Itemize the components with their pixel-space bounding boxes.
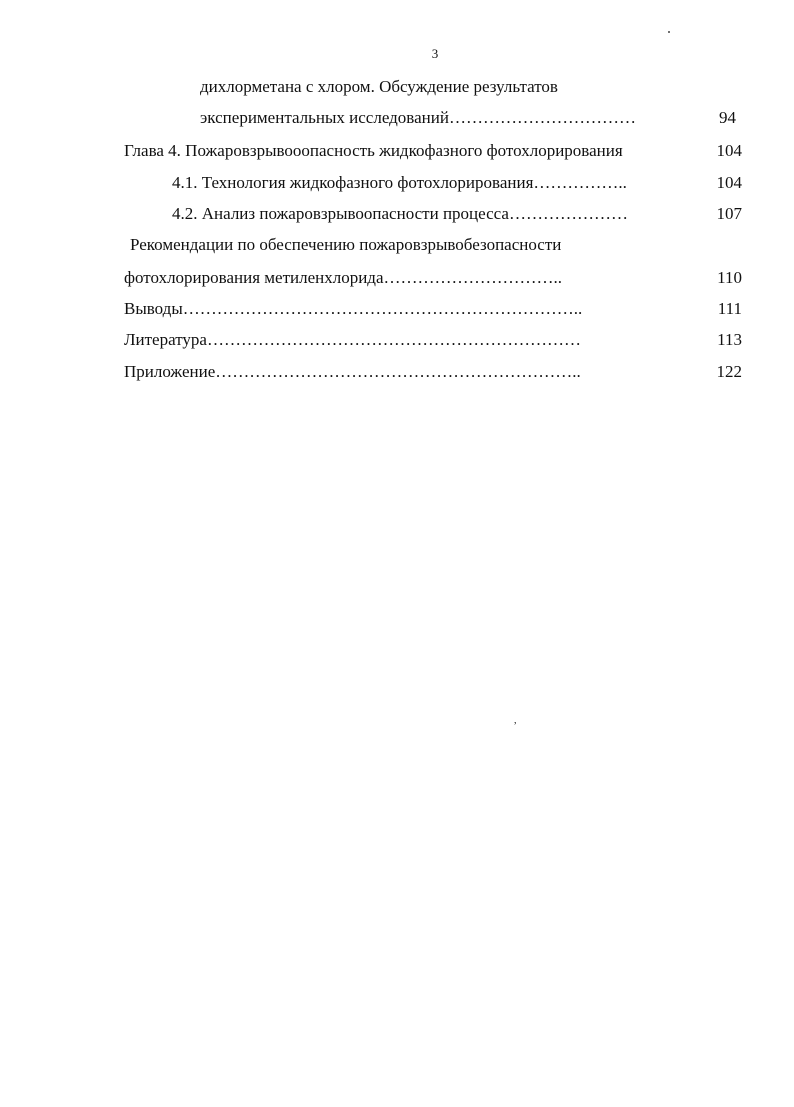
toc-entry [124, 297, 742, 321]
toc-entry-text: экспериментальных исследований…………………………… [200, 108, 636, 127]
scan-mark: , [514, 715, 517, 726]
toc-entry-page: 104 [716, 141, 742, 160]
toc-entry-text: фотохлорирования метиленхлорида………………………….. [124, 268, 562, 287]
page-number: 3 [431, 46, 439, 61]
toc-entry-page: 113 [717, 330, 742, 349]
toc-entry-text: Рекомендации по обеспечению пожаровзрывобезопасности [130, 235, 562, 254]
toc-entry-text: 4.2. Анализ пожаровзрывоопасности процесса………………… [172, 204, 628, 223]
toc-entry-text: Приложение……………………………………………………….. [124, 362, 581, 381]
toc-entry-page: 122 [716, 362, 742, 381]
toc-entry-text: Глава 4. Пожаровзрывооопасность жидкофазного фотохлорирования [124, 141, 623, 160]
toc-entry [130, 233, 742, 257]
toc-entry-page: 110 [717, 268, 742, 287]
toc-entry [124, 360, 742, 384]
toc-entry-page: 104 [716, 173, 742, 192]
toc-entry-text: Литература………………………………………………………… [124, 330, 581, 349]
toc-entry [200, 75, 746, 99]
toc-entry [200, 106, 746, 130]
toc-entry [124, 266, 742, 290]
toc-entry [172, 202, 742, 226]
toc-entry [124, 139, 742, 163]
toc-entry-text: 4.1. Технология жидкофазного фотохлорирования…………….. [172, 173, 627, 192]
toc-entry [124, 328, 742, 352]
toc-entry-page: 111 [717, 299, 742, 318]
toc-entry [172, 171, 742, 195]
toc-entry-text: дихлорметана с хлором. Обсуждение результатов [200, 77, 558, 96]
toc-entry-page: 94 [719, 108, 736, 127]
toc-entry-text: Выводы…………………………………………………………….. [124, 299, 583, 318]
toc-entry-page: 107 [716, 204, 742, 223]
